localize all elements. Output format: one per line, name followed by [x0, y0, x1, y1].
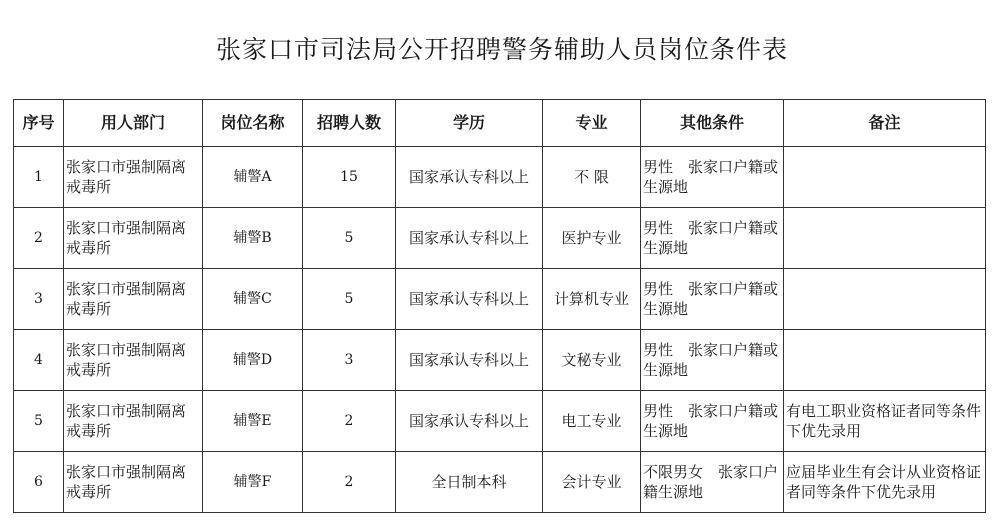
cell-major: 电工专业 — [543, 391, 641, 452]
cell-other: 男性 张家口户籍或生源地 — [641, 330, 784, 391]
header-post: 岗位名称 — [203, 100, 303, 147]
cell-post: 辅警B — [203, 208, 303, 269]
cell-count: 15 — [303, 147, 396, 208]
header-major: 专业 — [543, 100, 641, 147]
cell-edu: 国家承认专科以上 — [396, 391, 543, 452]
header-count: 招聘人数 — [303, 100, 396, 147]
cell-count: 3 — [303, 330, 396, 391]
cell-note: 应届毕业生有会计从业资格证者同等条件下优先录用 — [784, 452, 986, 513]
cell-no: 4 — [14, 330, 64, 391]
cell-other: 男性 张家口户籍或生源地 — [641, 391, 784, 452]
cell-major: 不 限 — [543, 147, 641, 208]
cell-note — [784, 147, 986, 208]
table-row — [14, 208, 986, 269]
cell-other: 不限男女 张家口户籍生源地 — [641, 452, 784, 513]
position-table — [13, 99, 986, 513]
table-row — [14, 330, 986, 391]
cell-major: 会计专业 — [543, 452, 641, 513]
cell-dept: 张家口市强制隔离戒毒所 — [64, 269, 203, 330]
table-row — [14, 391, 986, 452]
header-other: 其他条件 — [641, 100, 784, 147]
cell-dept: 张家口市强制隔离戒毒所 — [64, 391, 203, 452]
cell-other: 男性 张家口户籍或生源地 — [641, 269, 784, 330]
cell-major: 文秘专业 — [543, 330, 641, 391]
header-no: 序号 — [14, 100, 64, 147]
cell-dept: 张家口市强制隔离戒毒所 — [64, 452, 203, 513]
cell-edu: 国家承认专科以上 — [396, 330, 543, 391]
cell-other: 男性 张家口户籍或生源地 — [641, 147, 784, 208]
cell-count: 2 — [303, 452, 396, 513]
cell-no: 6 — [14, 452, 64, 513]
cell-other: 男性 张家口户籍或生源地 — [641, 208, 784, 269]
table-header-row — [14, 100, 986, 147]
cell-major: 医护专业 — [543, 208, 641, 269]
cell-post: 辅警F — [203, 452, 303, 513]
cell-edu: 国家承认专科以上 — [396, 147, 543, 208]
page-title: 张家口市司法局公开招聘警务辅助人员岗位条件表 — [215, 35, 788, 64]
cell-post: 辅警A — [203, 147, 303, 208]
cell-no: 3 — [14, 269, 64, 330]
cell-edu: 全日制本科 — [396, 452, 543, 513]
cell-dept: 张家口市强制隔离戒毒所 — [64, 208, 203, 269]
cell-post: 辅警E — [203, 391, 303, 452]
cell-edu: 国家承认专科以上 — [396, 269, 543, 330]
cell-major: 计算机专业 — [543, 269, 641, 330]
cell-count: 5 — [303, 269, 396, 330]
cell-note — [784, 269, 986, 330]
cell-count: 2 — [303, 391, 396, 452]
cell-post: 辅警D — [203, 330, 303, 391]
cell-count: 5 — [303, 208, 396, 269]
header-note: 备注 — [784, 100, 986, 147]
cell-note — [784, 208, 986, 269]
cell-edu: 国家承认专科以上 — [396, 208, 543, 269]
cell-post: 辅警C — [203, 269, 303, 330]
cell-dept: 张家口市强制隔离戒毒所 — [64, 330, 203, 391]
cell-no: 1 — [14, 147, 64, 208]
table-row — [14, 147, 986, 208]
table-row — [14, 269, 986, 330]
header-dept: 用人部门 — [64, 100, 203, 147]
cell-no: 2 — [14, 208, 64, 269]
header-edu: 学历 — [396, 100, 543, 147]
cell-note — [784, 330, 986, 391]
cell-note: 有电工职业资格证者同等条件下优先录用 — [784, 391, 986, 452]
cell-no: 5 — [14, 391, 64, 452]
table-row — [14, 452, 986, 513]
cell-dept: 张家口市强制隔离戒毒所 — [64, 147, 203, 208]
